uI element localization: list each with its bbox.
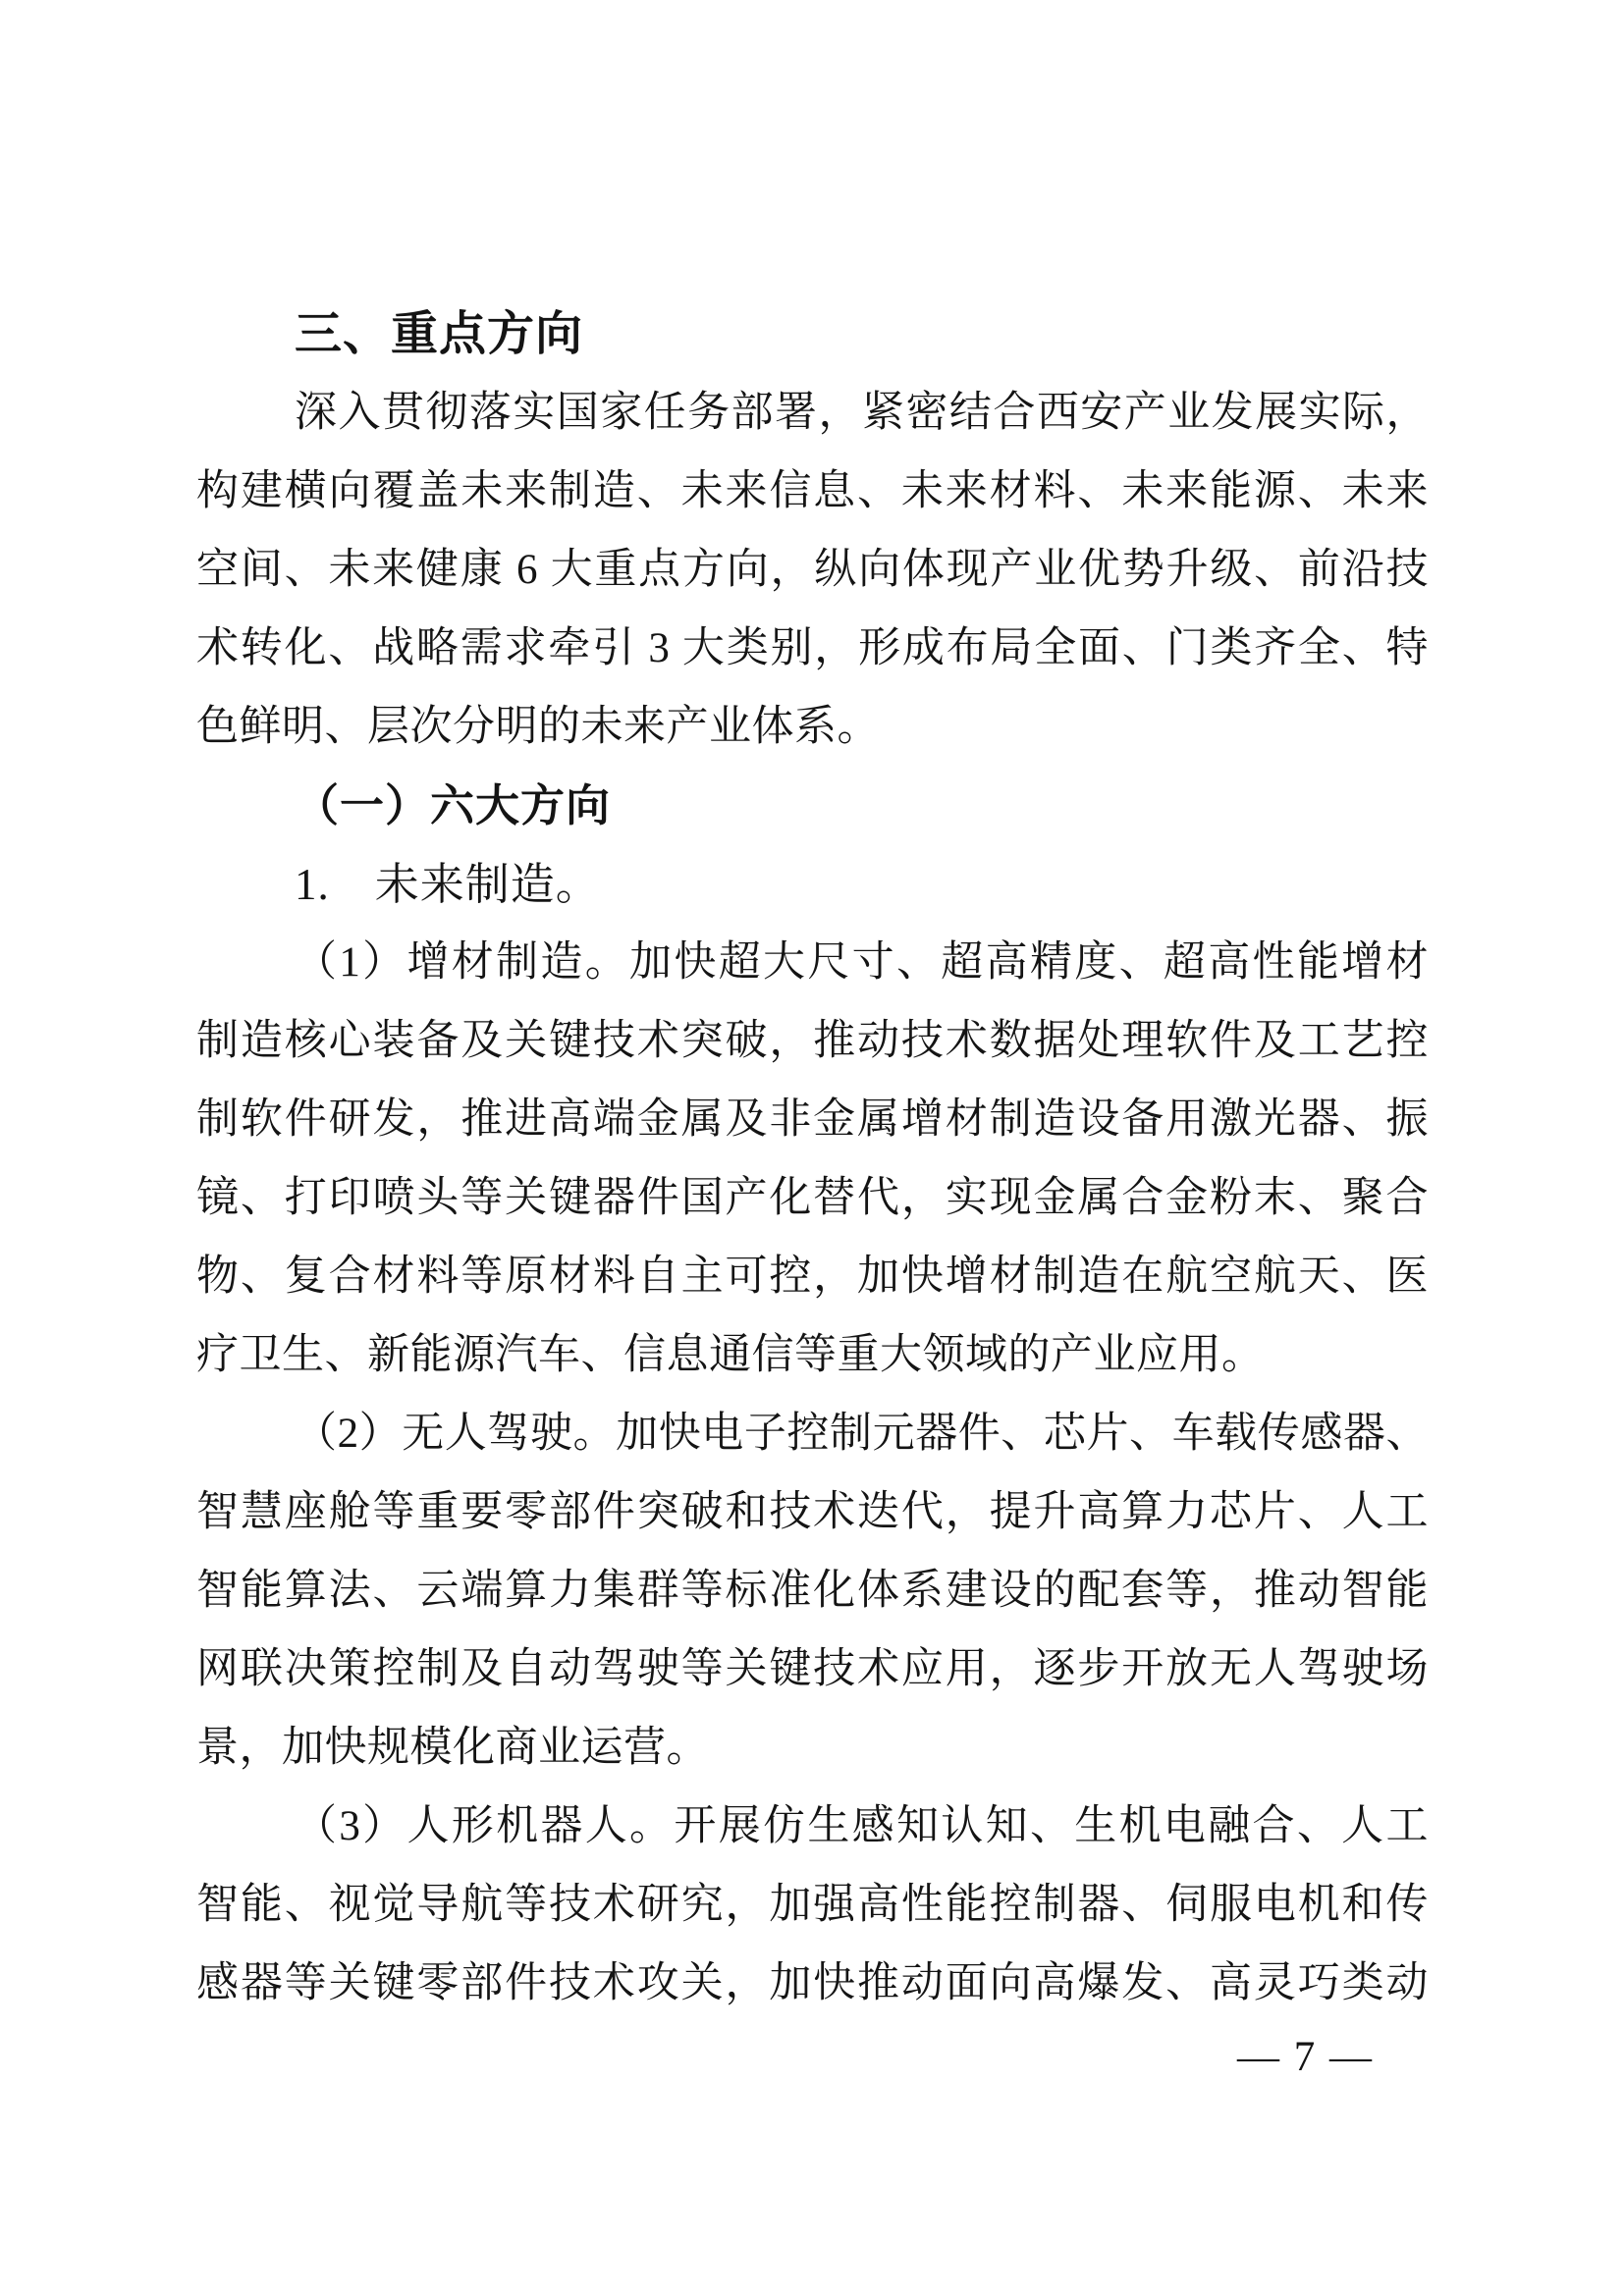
section-heading: 三、重点方向 bbox=[295, 308, 584, 360]
paragraph-3-line-1: （2）无人驾驶。加快电子控制元器件、芯片、车载传感器、 bbox=[295, 1411, 1429, 1457]
paragraph-3-line-2: 智慧座舱等重要零部件突破和技术迭代，提升高算力芯片、人工 bbox=[196, 1489, 1429, 1535]
item-heading: 1. 未来制造。 bbox=[295, 860, 601, 909]
paragraph-1-line-1: 深入贯彻落实国家任务部署，紧密结合西安产业发展实际， bbox=[295, 390, 1429, 436]
paragraph-1-line-3: 空间、未来健康 6 大重点方向，纵向体现产业优势升级、前沿技 bbox=[196, 547, 1429, 593]
paragraph-2-line-2: 制造核心装备及关键技术突破，推动技术数据处理软件及工艺控 bbox=[196, 1018, 1429, 1064]
paragraph-1-line-5: 色鲜明、层次分明的未来产业体系。 bbox=[196, 704, 880, 750]
paragraph-1-line-2: 构建横向覆盖未来制造、未来信息、未来材料、未来能源、未来 bbox=[196, 468, 1429, 514]
paragraph-4-line-3: 感器等关键零部件技术攻关，加快推动面向高爆发、高灵巧类动 bbox=[196, 1960, 1429, 2006]
paragraph-2-line-4: 镜、打印喷头等关键器件国产化替代，实现金属合金粉末、聚合 bbox=[196, 1175, 1429, 1221]
paragraph-3-line-4: 网联决策控制及自动驾驶等关键技术应用，逐步开放无人驾驶场 bbox=[196, 1646, 1429, 1692]
paragraph-4-line-2: 智能、视觉导航等技术研究，加强高性能控制器、伺服电机和传 bbox=[196, 1882, 1429, 1928]
paragraph-1-line-4: 术转化、战略需求牵引 3 大类别，形成布局全面、门类齐全、特 bbox=[196, 625, 1429, 671]
paragraph-2-line-6: 疗卫生、新能源汽车、信息通信等重大领域的产业应用。 bbox=[196, 1332, 1265, 1378]
paragraph-2-line-3: 制软件研发，推进高端金属及非金属增材制造设备用激光器、振 bbox=[196, 1096, 1429, 1143]
page-number: — 7 — bbox=[1237, 2034, 1374, 2080]
paragraph-3-line-5: 景，加快规模化商业运营。 bbox=[196, 1725, 709, 1771]
paragraph-2-line-5: 物、复合材料等原材料自主可控，加快增材制造在航空航天、医 bbox=[196, 1254, 1429, 1300]
paragraph-2-line-1: （1）增材制造。加快超大尺寸、超高精度、超高性能增材 bbox=[295, 939, 1429, 986]
subsection-heading: （一）六大方向 bbox=[295, 781, 612, 830]
document-body bbox=[196, 295, 1429, 2023]
paragraph-3-line-3: 智能算法、云端算力集群等标准化体系建设的配套等，推动智能 bbox=[196, 1568, 1429, 1614]
paragraph-4-line-1: （3）人形机器人。开展仿生感知认知、生机电融合、人工 bbox=[295, 1803, 1429, 1849]
